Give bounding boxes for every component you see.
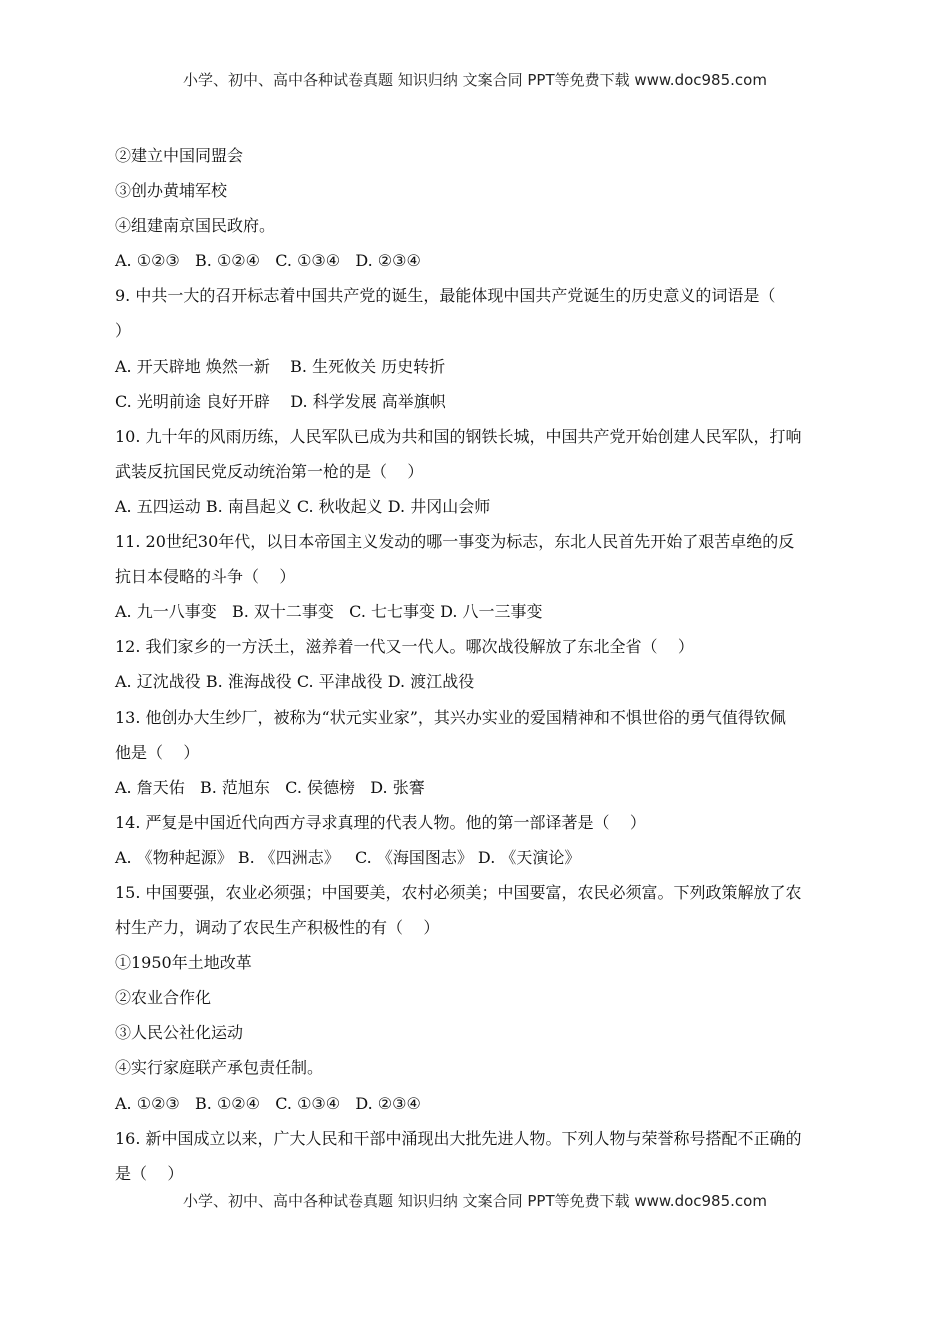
question-10-cont: 武装反抗国民党反动统治第一枪的是（ ） [115,461,424,481]
question-13: 13. 他创办大生纱厂，被称为“状元实业家”，其兴办实业的爱国精神和不惧世俗的勇气值得钦佩 [115,707,786,727]
option-line: ④实行家庭联产承包责任制。 [115,1058,324,1078]
answer-choices: A. 詹天佑 B. 范旭东 C. 侯德榜 D. 张謇 [115,777,425,797]
answer-choices: A. 九一八事变 B. 双十二事变 C. 七七事变 D. 八一三事变 [115,602,543,622]
answer-choices: A. ①②③ B. ①②④ C. ①③④ D. ②③④ [115,1093,421,1113]
option-line: ②建立中国同盟会 [115,146,244,165]
question-content [115,138,840,1191]
question-16-cont: 是（ ） [115,1163,184,1183]
question-16: 16. 新中国成立以来，广大人民和干部中涌现出大批先进人物。下列人物与荣誉称号搭配不正确的 [115,1128,802,1148]
answer-choices: A. 《物种起源》 B. 《四洲志》 C. 《海国图志》 D. 《天演论》 [115,847,581,867]
question-15: 15. 中国要强，农业必须强；中国要美，农村必须美；中国要富，农民必须富。下列政策解放了农 [115,882,802,902]
option-line: ③人民公社化运动 [115,1023,244,1043]
option-line: ③创办黄埔军校 [115,181,228,201]
question-10: 10. 九十年的风雨历练，人民军队已成为共和国的钢铁长城，中国共产党开始创建人民军队，打响 [115,426,802,446]
page-header: 小学、初中、高中各种试卷真题 知识归纳 文案合同 PPT等免费下载 www.doc985.com [183,71,767,89]
answer-choices: C. 光明前途 良好开辟 D. 科学发展 高举旗帜 [115,391,446,411]
question-12: 12. 我们家乡的一方沃土，滋养着一代又一代人。哪次战役解放了东北全省（ ） [115,637,694,657]
question-9: 9. 中共一大的召开标志着中国共产党的诞生，最能体现中国共产党诞生的历史意义的词语是（ [115,286,776,306]
question-11: 11. 20世纪30年代，以日本帝国主义发动的哪一事变为标志，东北人民首先开始了艰苦卓绝的反 [115,532,795,552]
question-15-cont: 村生产力，调动了农民生产积极性的有（ ） [115,918,440,938]
option-line: ②农业合作化 [115,988,212,1008]
answer-choices: A. 开天辟地 焕然一新 B. 生死攸关 历史转折 [115,356,446,376]
page-footer: 小学、初中、高中各种试卷真题 知识归纳 文案合同 PPT等免费下载 www.doc985.com [183,1192,767,1210]
option-line: ④组建南京国民政府。 [115,216,276,236]
answer-choices: A. ①②③ B. ①②④ C. ①③④ D. ②③④ [115,251,421,271]
question-11-cont: 抗日本侵略的斗争（ ） [115,567,296,587]
question-13-cont: 他是（ ） [115,742,200,762]
question-9-cont: ） [115,321,132,341]
answer-choices: A. 辽沈战役 B. 淮海战役 C. 平津战役 D. 渡江战役 [115,672,475,692]
question-14: 14. 严复是中国近代向西方寻求真理的代表人物。他的第一部译著是（ ） [115,812,646,832]
option-line: ①1950年土地改革 [115,953,252,973]
answer-choices: A. 五四运动 B. 南昌起义 C. 秋收起义 D. 井冈山会师 [115,496,491,516]
